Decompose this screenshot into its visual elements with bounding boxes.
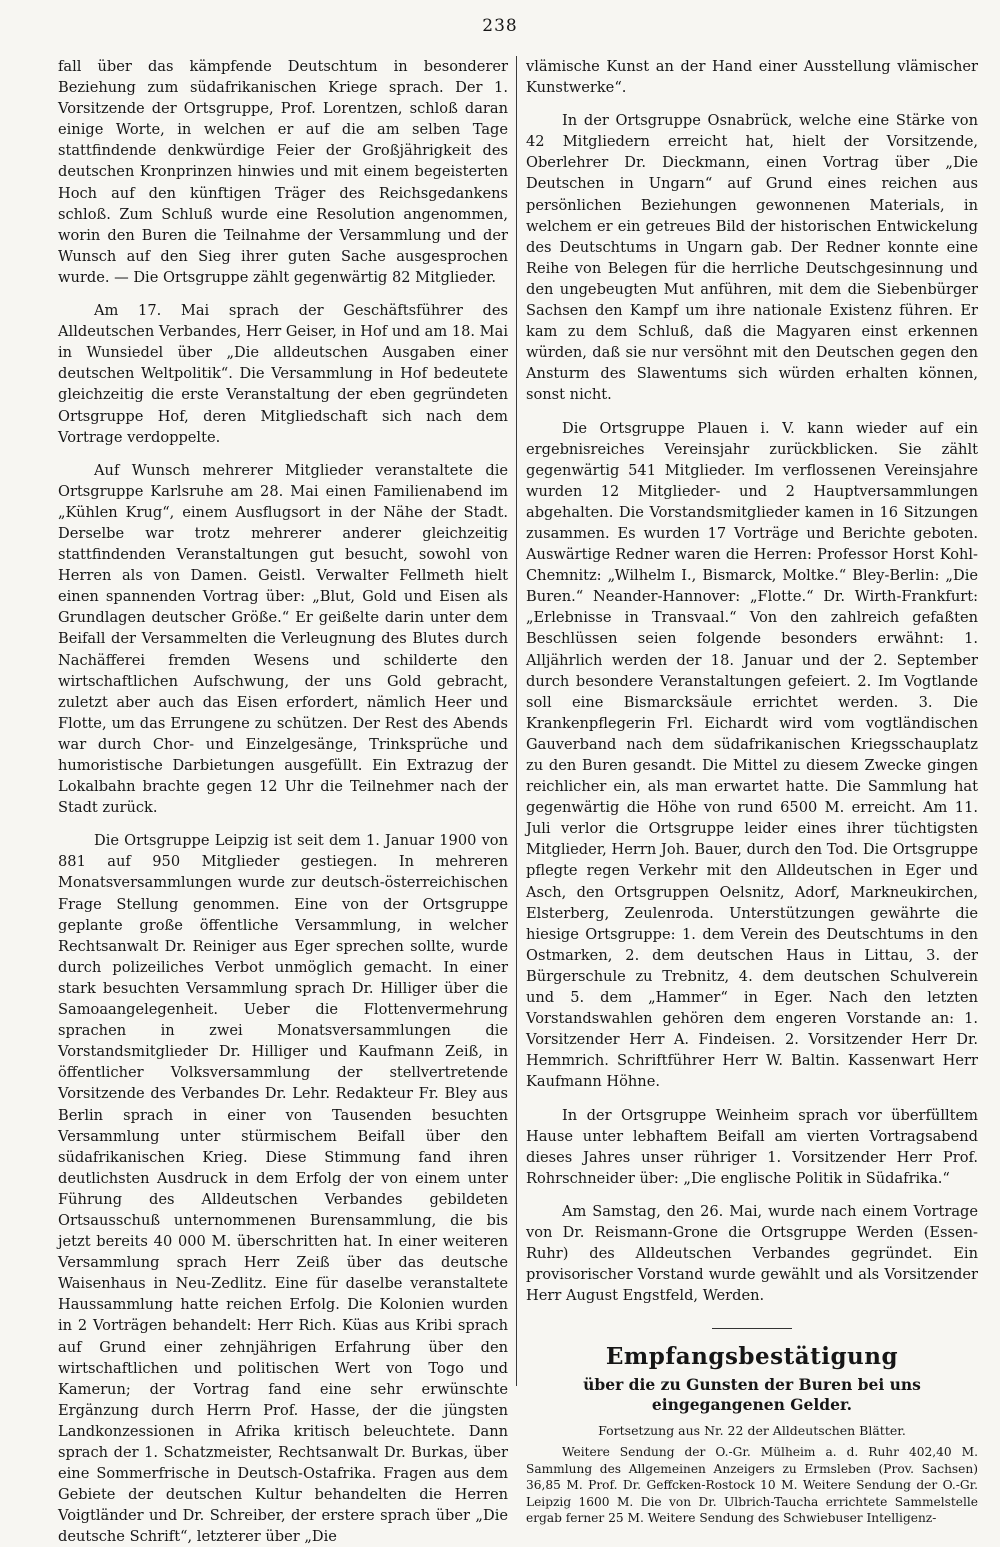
receipt-continuation-note: Fortsetzung aus Nr. 22 der Alldeutschen Blätter. [598, 1423, 906, 1439]
right-column [526, 56, 978, 1525]
paragraph-right-1: vlämische Kunst an der Hand einer Ausstellung vlämischer Kunstwerke“. [526, 58, 978, 97]
section-separator [712, 1328, 792, 1329]
paragraph-right-2: In der Ortsgruppe Osnabrück, welche eine Stärke von 42 Mitgliedern erreicht hat, hielt der Vorsitzende, Oberlehrer Dr. Dieckmann, einen Vortrag über „Die Deutschen in Ungarn“ auf Grund eines reichen aus persönlichen Beziehungen gewonnenen Materials, in welchem er ein getreues Bild der historischen Entwickelung des Deutschtums in Ungarn gab. Der Redner konnte eine Reihe von Belegen für die herrliche Deutschgesinnung und den ungebeugten Mut anführen, mit dem die Siebenbürger Sachsen den Kampf um ihre nationale Existenz führen. Er kam zu dem Schluß, daß die Magyaren einst erkennen würden, daß sie nur versöhnt mit den Deutschen gegen den Ansturm des Slawentums sich würden erhalten können, sonst nicht. [526, 112, 978, 404]
page-number: 238 [482, 16, 518, 36]
left-column [58, 56, 508, 1546]
paragraph-right-4: In der Ortsgruppe Weinheim sprach vor überfülltem Hause unter lebhaftem Beifall am vierten Vortragsabend dieses Jahres unser rühriger 1. Vorsitzender Herr Prof. Rohrschneider über: „Die englische Politik in Südafrika.“ [526, 1106, 978, 1187]
paragraph-left-4: Die Ortsgruppe Leipzig ist seit dem 1. Januar 1900 von 881 auf 950 Mitglieder gestiegen. In mehreren Monatsversammlungen wurde zur deutsch-österreichischen Frage Stellung genommen. Eine von der Ortsgruppe geplante große öffentliche Versammlung, in welcher Rechtsanwalt Dr. Reiniger aus Eger sprechen sollte, wurde durch polizeiliches Verbot unmöglich gemacht. In einer stark besuchten Versammlung sprach Dr. Hilliger über die Samoaangelegenheit. Ueber die Flottenvermehrung sprachen in zwei Monatsversammlungen die Vorstandsmitglieder Dr. Hilliger und Kaufmann Zeiß, in öffentlicher Volksversammlung der stellvertretende Vorsitzende des Verbandes Dr. Lehr. Redakteur Fr. Bley aus Berlin sprach in einer von Tausenden besuchten Versammlung unter stürmischem Beifall über den südafrikanischen Krieg. Diese Stimmung fand ihren deutlichsten Ausdruck in dem Erfolg der von einem unter Führung des Alldeutschen Verbandes gebildeten Ortsausschuß unternommenen Burensammlung, die bis jetzt bereits 40 000 M. überschritten hat. In einer weiteren Versammlung sprach Herr Zeiß über das deutsche Waisenhaus in Neu-Zedlitz. Eine für daselbe veranstaltete Haussammlung hatte reichen Erfolg. Die Kolonien wurden in 2 Vorträgen behandelt: Herr Rich. Küas aus Kribi sprach auf Grund einer zehnjährigen Erfahrung über den wirtschaftlichen und politischen Wert von Togo und Kamerun; der Vortrag fand eine sehr erwünschte Ergänzung durch Herrn Prof. Hasse, der die jüngsten Landkonzessionen in Afrika kritisch beleuchtete. Dann sprach der 1. Schatzmeister, Rechtsanwalt Dr. Burkas, über eine Sommerfrische in Deutsch-Ostafrika. Fragen aus dem Gebiete der deutschen Kultur behandelten die Herren Voigtländer und Dr. Schreiber, der erstere sprach über „Die deutsche Schrift“, letzterer über „Die [58, 832, 508, 1546]
column-divider [516, 56, 517, 1386]
receipt-body: Weitere Sendung der O.-Gr. Mülheim a. d. Ruhr 402,40 M. Sammlung des Allgemeinen Anzeigers zu Ermsleben (Prov. Sachsen) 36,85 M. Prof. Dr. Geffcken-Rostock 10 M. Weitere Sendung der O.-Gr. Leipzig 1600 M. Die von Dr. Ulbrich-Taucha errichtete Sammelstelle ergab ferner 25 M. Weitere Sendung des Schwiebuser Intelligenz- [526, 1445, 978, 1525]
text-columns [58, 56, 978, 1546]
receipt-subtitle-line-2: eingegangenen Gelder. [651, 1395, 853, 1415]
paragraph-left-1: fall über das kämpfende Deutschtum in besonderer Beziehung zum südafrikanischen Kriege sprach. Der 1. Vorsitzende der Ortsgruppe, Prof. Lorentzen, schloß daran einige Worte, in welchen er auf die am selben Tage stattfindende denkwürdige Feier der Großjährigkeit des deutschen Kronprinzen hinwies und mit einem begeisterten Hoch auf den künftigen Träger des Reichsgedankens schloß. Zum Schluß wurde eine Resolution angenommen, worin den Buren die Teilnahme der Versammlung und der Wunsch auf den Sieg ihrer guten Sache ausgesprochen wurde. — Die Ortsgruppe zählt gegenwärtig 82 Mitglieder. [58, 58, 508, 286]
paragraph-left-3: Auf Wunsch mehrerer Mitglieder veranstaltete die Ortsgruppe Karlsruhe am 28. Mai einen Familienabend im „Kühlen Krug“, einem Ausflugsort in der Nähe der Stadt. Derselbe war trotz mehrerer anderer gleichzeitig stattfindenden Veranstaltungen gut besucht, sowohl von Herren als von Damen. Geistl. Verwalter Fellmeth hielt einen spannenden Vortrag über: „Blut, Gold und Eisen als Grundlagen deutscher Größe.“ Er geißelte darin unter dem Beifall der Versammelten die Verleugnung des Blutes durch Nachäfferei fremden Wesens und schilderte den wirtschaftlichen Aufschwung, der uns Gold gebracht, zuletzt aber auch das Eisen erfordert, nämlich Heer und Flotte, um das Errungene zu schützen. Der Rest des Abends war durch Chor- und Einzelgesänge, Trinksprüche und humoristische Darbietungen ausgefüllt. Ein Extrazug der Lokalbahn brachte gegen 12 Uhr die Teilnehmer nach der Stadt zurück. [58, 461, 508, 817]
receipt-title: Empfangsbestätigung [605, 1343, 899, 1371]
paragraph-left-2: Am 17. Mai sprach der Geschäftsführer des Alldeutschen Verbandes, Herr Geiser, in Hof und am 18. Mai in Wunsiedel über „Die alldeutschen Ausgaben einer deutschen Weltpolitik“. Die Versammlung in Hof bedeutete gleichzeitig die erste Veranstaltung der eben gegründeten Ortsgruppe Hof, deren Mitgliedschaft sich nach dem Vortrage verdoppelte. [58, 302, 508, 446]
paragraph-right-3: Die Ortsgruppe Plauen i. V. kann wieder auf ein ergebnisreiches Vereinsjahr zurückblicken. Sie zählt gegenwärtig 541 Mitglieder. Im verflossenen Vereinsjahre wurden 12 Mitglieder- und 2 Hauptversammlungen abgehalten. Die Vorstandsmitglieder kamen in 16 Sitzungen zusammen. Es wurden 17 Vorträge und Berichte geboten. Auswärtige Redner waren die Herren: Professor Horst Kohl-Chemnitz: „Wilhelm I., Bismarck, Moltke.“ Bley-Berlin: „Die Buren.“ Neander-Hannover: „Flotte.“ Dr. Wirth-Frankfurt: „Erlebnisse in Transvaal.“ Von den zahlreich gefaßten Beschlüssen seien folgende besonders erwähnt: 1. Alljährlich werden der 18. Januar und der 2. September durch besondere Veranstaltungen gefeiert. 2. Im Vogtlande soll eine Bismarcksäule errichtet werden. 3. Die Krankenpflegerin Frl. Eichardt wird vom vogtländischen Gauverband nach dem südafrikanischen Kriegsschauplatz zu den Buren gesandt. Die Mittel zu diesem Zwecke gingen reichlicher ein, als man erwartet hatte. Die Sammlung hat gegenwärtig die Höhe von rund 6500 M. erreicht. Am 11. Juli verlor die Ortsgruppe leider eines ihrer tüchtigsten Mitglieder, Herrn Joh. Bauer, durch den Tod. Die Ortsgruppe pflegte regen Verkehr mit den Alldeutschen in Eger und Asch, den Ortsgruppen Oelsnitz, Adorf, Markneukirchen, Elsterberg, Zeulenroda. Unterstützungen gewährte die hiesige Ortsgruppe: 1. dem Verein des Deutschtums in den Ostmarken, 2. dem deutschen Haus in Littau, 3. der Bürgerschule zu Trebnitz, 4. dem deutschen Schulverein und 5. dem „Hammer“ in Eger. Nach den letzten Vorstandswahlen gehören dem engeren Vorstande an: 1. Vorsitzender Herr A. Findeisen. 2. Vorsitzender Herr Dr. Hemmrich. Schriftführer Herr W. Baltin. Kassenwart Herr Kaufmann Höhne. [526, 419, 978, 1091]
paragraph-right-5: Am Samstag, den 26. Mai, wurde nach einem Vortrage von Dr. Reismann-Grone die Ortsgruppe Werden (Essen-Ruhr) des Alldeutschen Verbandes gegründet. Ein provisorischer Vorstand wurde gewählt und als Vorsitzender Herr August Engstfeld, Werden. [526, 1202, 978, 1305]
receipt-subtitle-line-1: über die zu Gunsten der Buren bei uns [583, 1375, 921, 1395]
